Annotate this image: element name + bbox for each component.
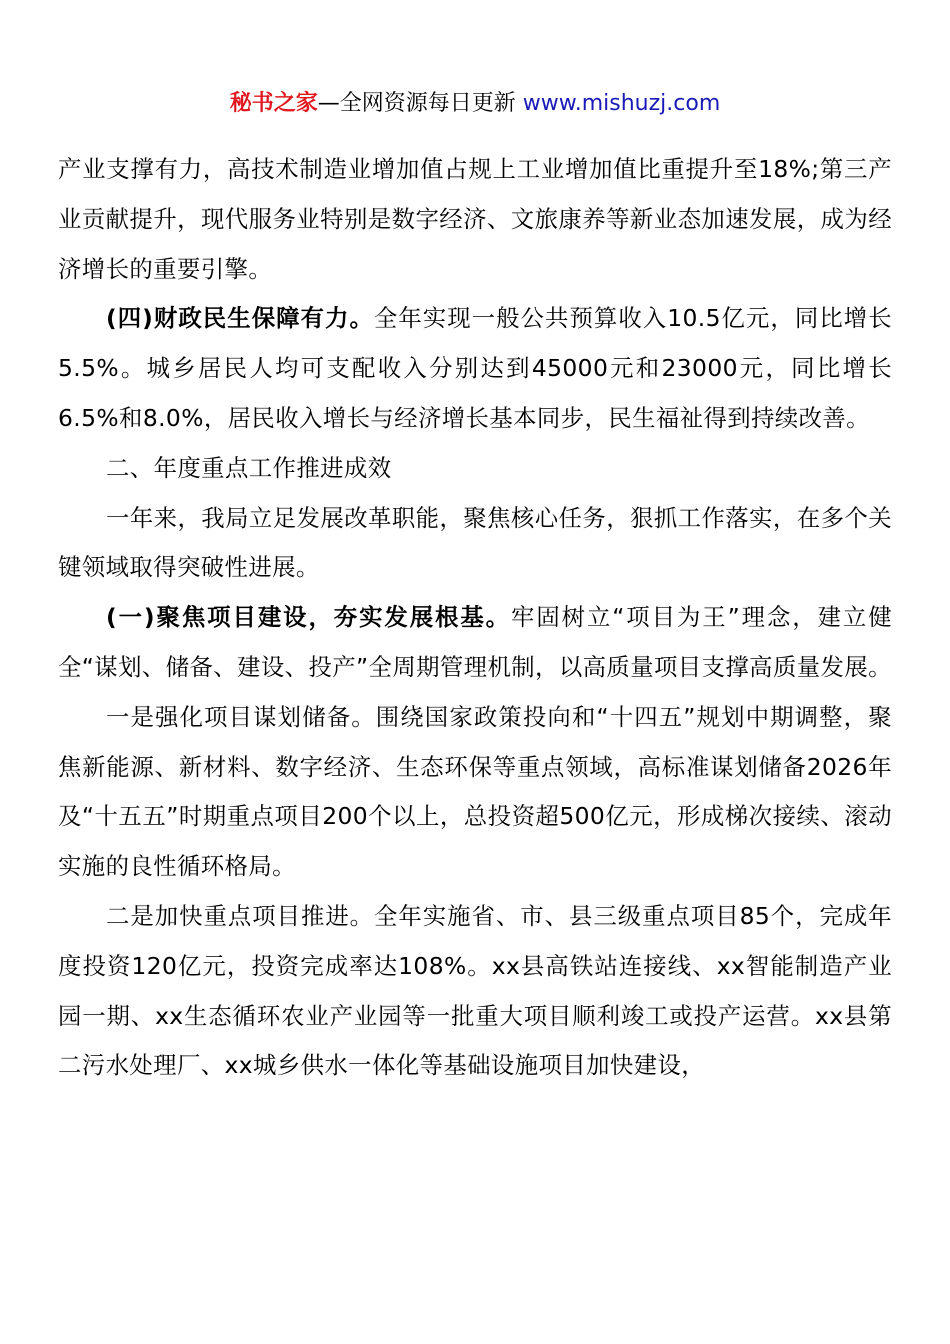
paragraph-overview	[58, 494, 892, 594]
paragraph-text: 牢固树立“项目为王”理念，建立健全“谋划、储备、建设、投产”全周期管理机制，以高质量项目支撑高质量发展。	[58, 603, 892, 681]
paragraph-industry-support	[58, 145, 892, 294]
paragraph-project-construction	[58, 593, 892, 693]
paragraph-text: 一年来，我局立足发展改革职能，聚焦核心任务，狠抓工作落实，在多个关键领域取得突破性进展。	[58, 503, 892, 582]
paragraph-text: 一是强化项目谋划储备。围绕国家政策投向和“十四五”规划中期调整，聚焦新能源、新材料、数字经济、生态环保等重点领域，高标准谋划储备2026年及“十五五”时期重点项目200个以上，总投资超500亿元，形成梯次接续、滚动实施的良性循环格局。	[58, 702, 892, 881]
paragraph-text: 产业支撑有力，高技术制造业增加值占规上工业增加值比重提升至18%;第三产业贡献提升，现代服务业特别是数字经济、文旅康养等新业态加速发展，成为经济增长的重要引擎。	[58, 155, 892, 283]
heading-text: 二、年度重点工作推进成效	[106, 453, 392, 482]
header-tagline: —全网资源每日更新	[317, 91, 516, 116]
brand-name: 秘书之家	[229, 91, 318, 116]
document-body	[58, 145, 892, 1091]
paragraph-text: 二是加快重点项目推进。全年实施省、市、县三级重点项目85个，完成年度投资120亿元，投资完成率达108%。xx县高铁站连接线、xx智能制造产业园一期、xx生态循环农业产业园等一批重大项目顺利竣工或投产运营。xx县第二污水处理厂、xx城乡供水一体化等基础设施项目加快建设，	[58, 901, 892, 1080]
section-lead: (四)财政民生保障有力。	[106, 304, 374, 333]
section-heading-key-work	[58, 444, 892, 494]
section-lead: (一)聚焦项目建设，夯实发展根基。	[106, 603, 511, 632]
paragraph-text: 全年实现一般公共预算收入10.5亿元，同比增长5.5%。城乡居民人均可支配收入分别达到45000元和23000元，同比增长6.5%和8.0%，居民收入增长与经济增长基本同步，民生福祉得到持续改善。	[58, 304, 892, 432]
watermark-header	[0, 88, 950, 120]
paragraph-project-progress	[58, 892, 892, 1091]
site-link[interactable]: www.mishuzj.com	[522, 91, 721, 116]
paragraph-fiscal-livelihood	[58, 294, 892, 443]
paragraph-project-planning	[58, 693, 892, 892]
